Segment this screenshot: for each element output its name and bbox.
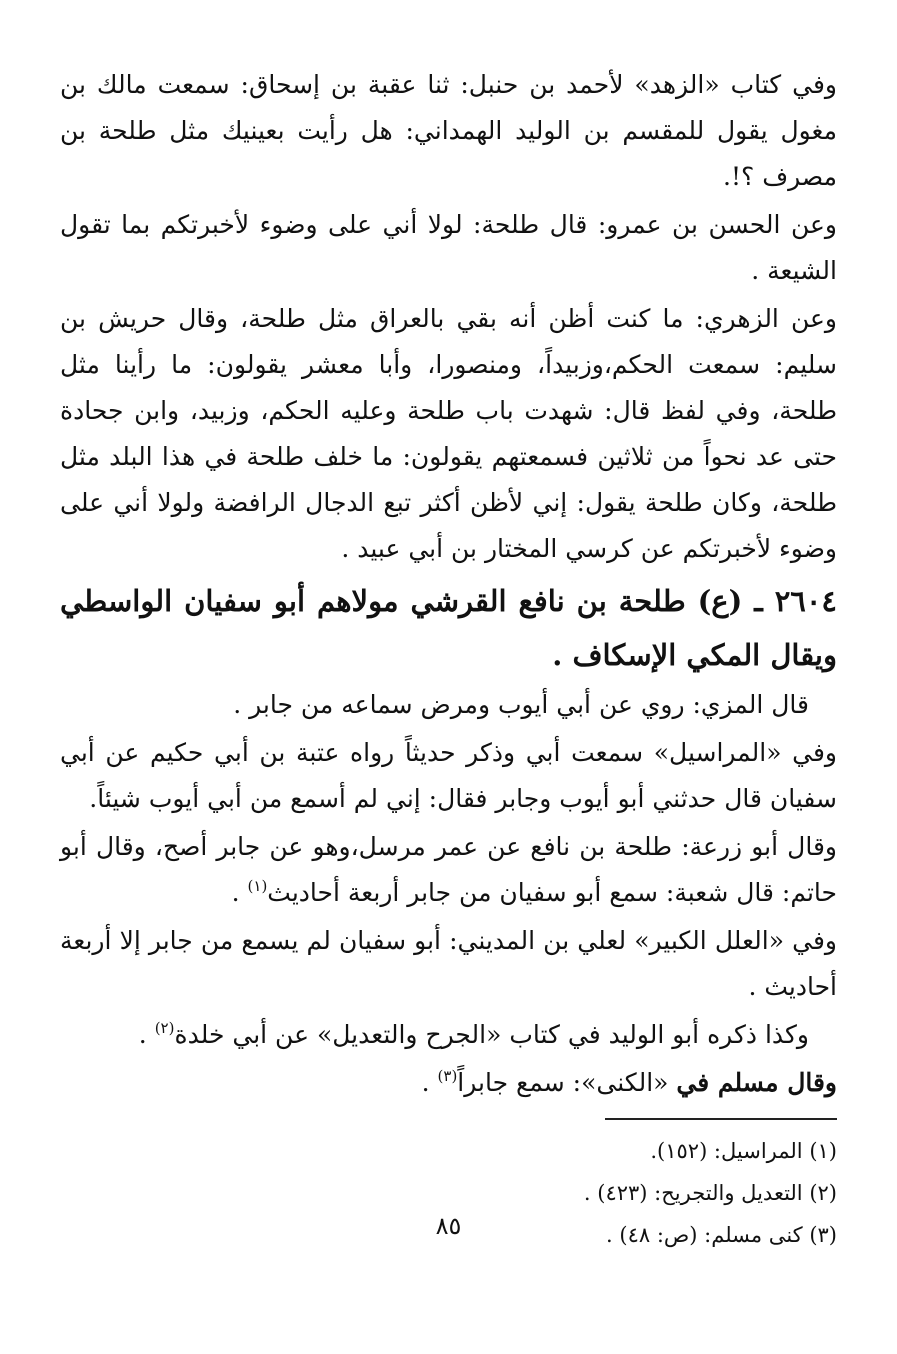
footnote-ref-3[interactable]: (٣) bbox=[437, 1067, 458, 1085]
paragraph-zuhd: وفي كتاب «الزهد» لأحمد بن حنبل: ثنا عقبة بن إسحاق: سمعت مالك بن مغول يقول للمقسم بن الوليد الهمداني: هل رأيت بعينيك مثل طلحة بن مصرف ؟!. bbox=[60, 70, 837, 191]
abualwalid-end: . bbox=[138, 1020, 155, 1049]
abuzura-end: . bbox=[231, 878, 248, 907]
paragraph-hasan: وعن الحسن بن عمرو: قال طلحة: لولا أني على وضوء لأخبرتكم بما تقول الشيعة . bbox=[60, 210, 837, 285]
footnote-ref-2[interactable]: (٢) bbox=[154, 1019, 175, 1037]
footnote-ref-1[interactable]: (١) bbox=[247, 877, 268, 895]
paragraph-zuhri: وعن الزهري: ما كنت أظن أنه بقي بالعراق مثل طلحة، وقال حريش بن سليم: سمعت الحكم،وزبيداً، ومنصورا، وأبا معشر يقولون: ما رأينا مثل طلحة، وفي لفظ قال: شهدت باب طلحة وعليه الحكم، وزبيد، وابن جحادة حتى عد نحواً من ثلاثين فسمعتهم يقولون: ما خلف طلحة في هذا البلد مثل طلحة، وكان طلحة يقول: إني لأظن أكثر تبع الدجال الرافضة ولولا أني على وضوء لأخبرتكم عن كرسي المختار بن أبي عبيد . bbox=[60, 304, 838, 563]
footnote-1: (١) المراسيل: (١٥٢). bbox=[650, 1139, 837, 1163]
page-content bbox=[60, 62, 837, 1256]
entry-heading: ٢٦٠٤ ـ (ع) طلحة بن نافع القرشي مولاهم أبو سفيان الواسطي ويقال المكي الإسكاف . bbox=[60, 584, 837, 672]
footnote-2: (٢) التعديل والتجريح: (٤٢٣) . bbox=[583, 1181, 837, 1205]
page-number: ٨٥ bbox=[435, 1212, 462, 1240]
footnote-3: (٣) كنى مسلم: (ص: ٤٨) . bbox=[606, 1223, 837, 1247]
abuzura-text: وقال أبو زرعة: طلحة بن نافع عن عمر مرسل،وهو عن جابر أصح، وقال أبو حاتم: قال شعبة: سمع أبو سفيان من جابر أربعة أحاديث bbox=[60, 832, 837, 907]
paragraph-abualwalid bbox=[60, 1012, 837, 1058]
paragraph-marasil: وفي «المراسيل» سمعت أبي وذكر حديثاً رواه عتبة بن أبي حكيم عن أبي سفيان قال حدثني أبو أيوب وجابر فقال: إني لم أسمع من أبي أيوب شيئاً. bbox=[60, 738, 837, 813]
muslim-text: «الكنى»: سمع جابراً bbox=[457, 1068, 677, 1097]
paragraph-muslim bbox=[60, 1060, 837, 1106]
paragraph-mizzi: قال المزي: روي عن أبي أيوب ومرض سماعه من جابر . bbox=[233, 690, 809, 719]
muslim-prefix: وقال مسلم في bbox=[676, 1068, 837, 1097]
muslim-end: . bbox=[421, 1068, 438, 1097]
paragraph-ilal: وفي «العلل الكبير» لعلي بن المديني: أبو سفيان لم يسمع من جابر إلا أربعة أحاديث . bbox=[60, 926, 837, 1001]
paragraph-abuzura bbox=[60, 824, 837, 916]
abualwalid-text: وكذا ذكره أبو الوليد في كتاب «الجرح والتعديل» عن أبي خلدة bbox=[174, 1020, 809, 1049]
footnote-divider bbox=[605, 1118, 837, 1120]
